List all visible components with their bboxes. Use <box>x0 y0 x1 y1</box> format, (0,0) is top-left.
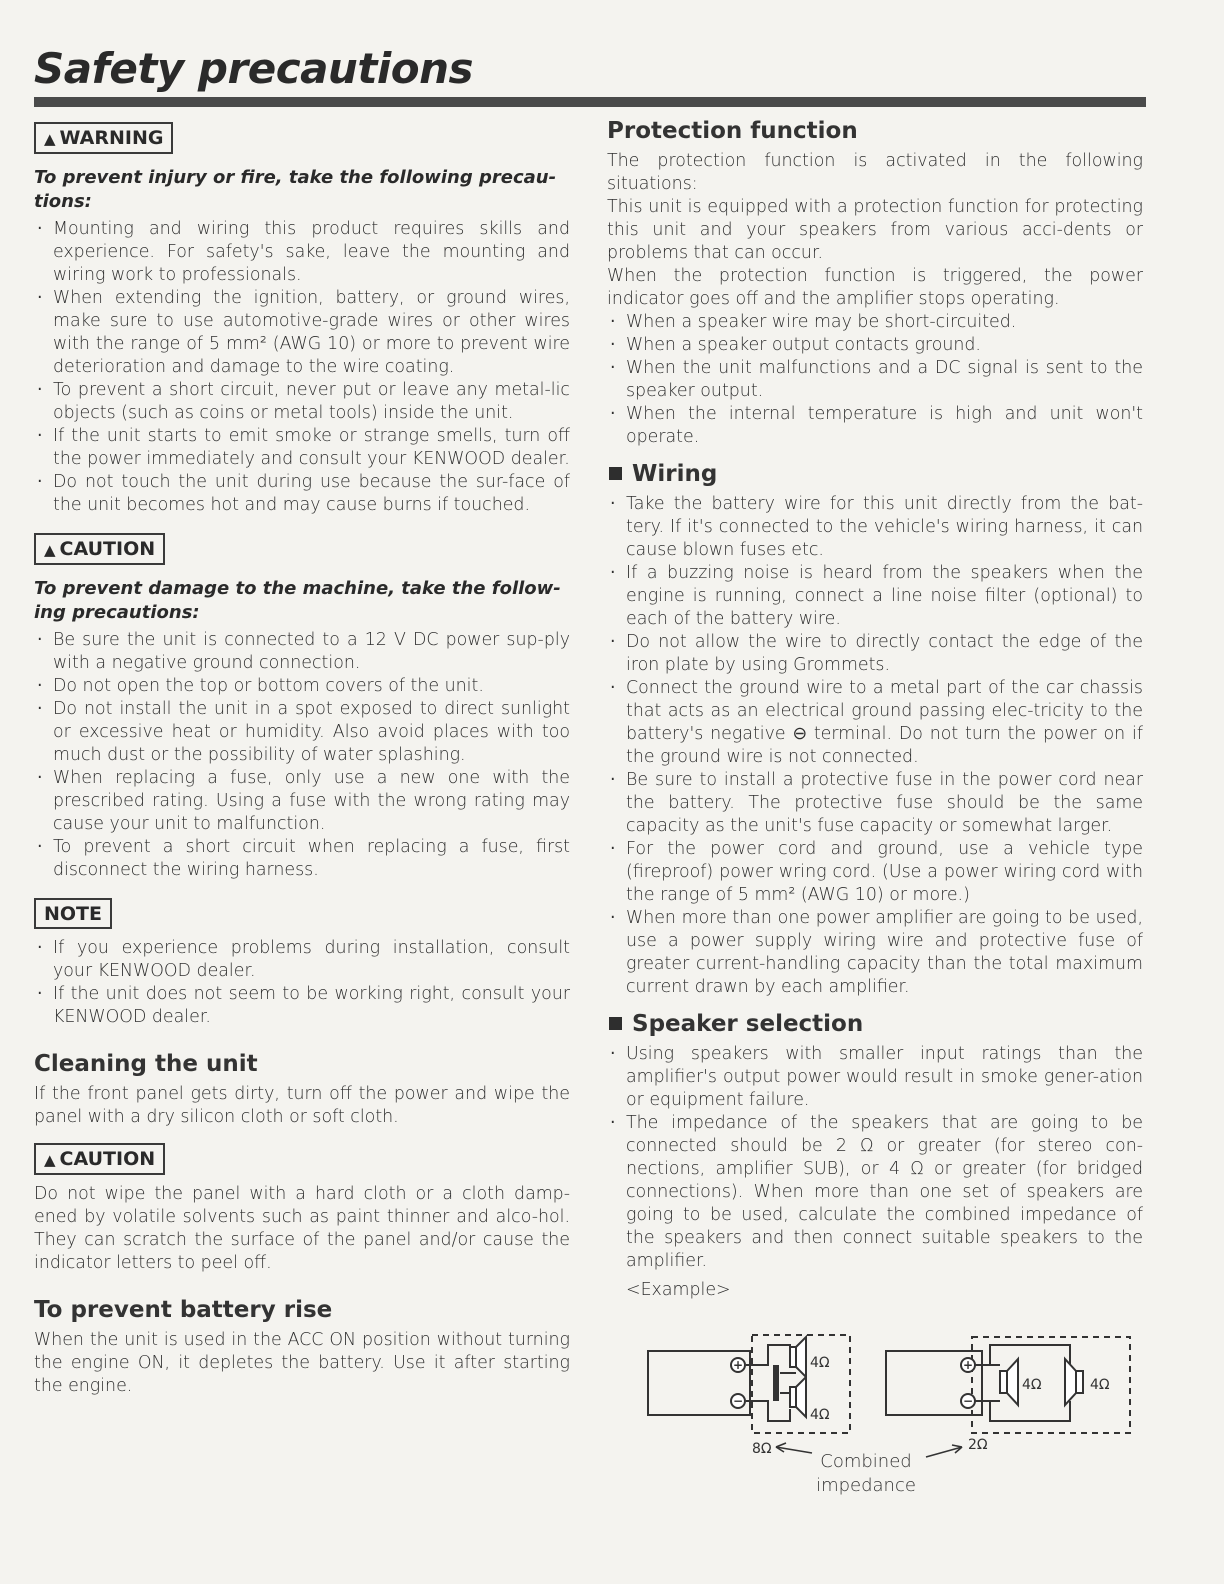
series-speaker-1-label: 4Ω <box>810 1355 830 1371</box>
caution2-label-box <box>34 1143 165 1175</box>
list-item: · When extending the ignition, battery, or ground wires, make sure to use automotive-grade wires or other wires with the range of 5 mm² (AWG 10) or more to prevent wire deterioration and damage to the wire coating. <box>37 288 570 377</box>
list-item: · Do not touch the unit during use because the sur-face of the unit becomes hot and may cause burns if touched. <box>37 472 570 515</box>
warning-triangle-icon: ▲ <box>44 130 56 148</box>
protection-heading: Protection function <box>607 118 858 144</box>
caution-triangle-icon: ▲ <box>44 541 56 559</box>
list-item: · When a speaker output contacts ground. <box>610 335 981 355</box>
list-item: · Take the battery wire for this unit directly from the bat-tery. If it's connected to the vehicle's wiring harness, it can cause blown fuses etc. <box>610 494 1143 560</box>
cleaning-text: If the front panel gets dirty, turn off the power and wipe the panel with a dry silicon cloth or soft cloth. <box>34 1084 570 1127</box>
list-item: · If the unit does not seem to be working right, consult your KENWOOD dealer. <box>37 984 570 1027</box>
list-item: · Connect the ground wire to a metal part of the car chassis that acts as an electrical ground passing elec-tricity to the battery's negative ⊖ terminal. Do not turn the power on if the ground wire is not connected. <box>610 678 1143 767</box>
list-item: · Mounting and wiring this product requires skills and experience. For safety's sake, leave the mounting and wiring work to professionals. <box>37 219 570 285</box>
protection-p1: The protection function is activated in the following situations: <box>607 151 1143 194</box>
series-result-label: 8Ω <box>752 1441 772 1457</box>
caution-label-box <box>34 533 165 565</box>
warning-label: WARNING <box>59 127 164 149</box>
parallel-speaker-2-label: 4Ω <box>1090 1377 1110 1393</box>
speaker-icon <box>1076 1371 1083 1393</box>
caution2-triangle-icon: ▲ <box>44 1151 56 1169</box>
caution-list <box>34 629 570 882</box>
cleaning-heading: Cleaning the unit <box>34 1051 258 1077</box>
list-item: · Do not allow the wire to directly contact the edge of the iron plate by using Grommets. <box>610 632 1143 675</box>
list-item: · If the unit starts to emit smoke or strange smells, turn off the power immediately and consult your KENWOOD dealer. <box>37 426 570 469</box>
list-item: · When the internal temperature is high and unit won't operate. <box>610 404 1143 447</box>
caution2-text: Do not wipe the panel with a hard cloth or a cloth damp-ened by volatile solvents such as paint thinner and alco-hol. They can scratch the surface of the panel and/or cause the indicator letters to peel off. <box>34 1184 570 1273</box>
plus-sign: + <box>962 1358 974 1372</box>
list-item: · For the power cord and ground, use a vehicle type (fireproof) power wring cord. (Use a power wiring cord with the range of 5 mm² (AWG 10) or more.) <box>610 839 1143 905</box>
wiring-heading: Wiring <box>607 459 1143 489</box>
note-label-box <box>34 898 112 929</box>
caution-label: CAUTION <box>59 538 156 560</box>
list-item: · Do not open the top or bottom covers of the unit. <box>37 676 484 696</box>
square-bullet-icon <box>609 1017 622 1030</box>
list-item: · The impedance of the speakers that are going to be connected should be 2 Ω or greater (for stereo con-nections, amplifier SUB), or 4 Ω or greater (for bridged connections). When more than one set of speakers are going to be used, calculate the combined impedance of the speakers and then connect suitable speakers to the amplifier. <box>610 1113 1143 1271</box>
note-list <box>34 937 570 1029</box>
list-item: · To prevent a short circuit, never put or leave any metal-lic objects (such as coins or metal tools) inside the unit. <box>37 380 570 423</box>
list-item: · Using speakers with smaller input ratings than the amplifier's output power would result in smoke gener-ation or equipment failure. <box>610 1044 1143 1110</box>
protection-list <box>607 311 1143 449</box>
plus-sign: + <box>732 1358 744 1372</box>
right-column <box>607 112 1143 1302</box>
caution2-label: CAUTION <box>59 1148 156 1170</box>
battery-text: When the unit is used in the ACC ON position without turning the engine ON, it depletes the battery. Use it after starting the engine. <box>34 1330 570 1396</box>
speaker-icon <box>1000 1371 1007 1393</box>
list-item: · If a buzzing noise is heard from the speakers when the engine is running, connect a line noise filter (optional) to each of the battery wire. <box>610 563 1143 629</box>
protection-p3: When the protection function is triggered, the power indicator goes off and the amplifier stops operating. <box>607 266 1143 309</box>
warning-list <box>34 218 570 517</box>
left-column <box>34 112 570 1398</box>
series-speaker-2-label: 4Ω <box>810 1407 830 1423</box>
list-item: · If you experience problems during installation, consult your KENWOOD dealer. <box>37 938 570 981</box>
square-bullet-icon <box>609 467 622 480</box>
caution-lead: To prevent damage to the machine, take the follow-ing precautions: <box>34 578 561 623</box>
minus-sign: − <box>732 1394 744 1408</box>
list-item: · When more than one power amplifier are going to be used, use a power supply wiring wire and protective fuse of greater current-handling capacity than the total maximum current drawn by each amplifier. <box>610 908 1143 997</box>
list-item: · To prevent a short circuit when replacing a fuse, first disconnect the wiring harness. <box>37 837 570 880</box>
list-item: · When replacing a fuse, only use a new one with the prescribed rating. Using a fuse with the wrong rating may cause your unit to malfunction. <box>37 768 570 834</box>
list-item: · Be sure the unit is connected to a 12 V DC power sup-ply with a negative ground connection. <box>37 630 570 673</box>
title-rule <box>34 97 1146 107</box>
list-item: · Be sure to install a protective fuse in the power cord near the battery. The protective fuse should be the same capacity as the unit's fuse capacity or somewhat larger. <box>610 770 1143 836</box>
parallel-speaker-1-label: 4Ω <box>1022 1377 1042 1393</box>
combined-label: Combined <box>820 1451 912 1472</box>
impedance-diagram <box>640 1325 1140 1500</box>
list-item: · Do not install the unit in a spot exposed to direct sunlight or excessive heat or humidity. Also avoid places with too much dust or the possibility of water splashing. <box>37 699 570 765</box>
example-label: <Example> <box>626 1280 731 1300</box>
battery-heading: To prevent battery rise <box>34 1297 333 1323</box>
page-title: Safety precautions <box>34 44 474 93</box>
wiring-list <box>607 493 1143 999</box>
minus-sign: − <box>962 1394 974 1408</box>
impedance-label: impedance <box>816 1475 916 1496</box>
list-item: · When a speaker wire may be short-circuited. <box>610 312 1017 332</box>
list-item: · When the unit malfunctions and a DC signal is sent to the speaker output. <box>610 358 1143 401</box>
note-label: NOTE <box>44 903 102 925</box>
protection-p2: This unit is equipped with a protection function for protecting this unit and your speakers from various acci-dents or problems that can occur. <box>607 197 1143 263</box>
warning-label-box <box>34 122 173 154</box>
parallel-result-label: 2Ω <box>968 1437 988 1453</box>
warning-lead: To prevent injury or fire, take the following precau-tions: <box>34 167 557 212</box>
speaker-list <box>607 1043 1143 1273</box>
speaker-heading: Speaker selection <box>607 1009 1143 1039</box>
